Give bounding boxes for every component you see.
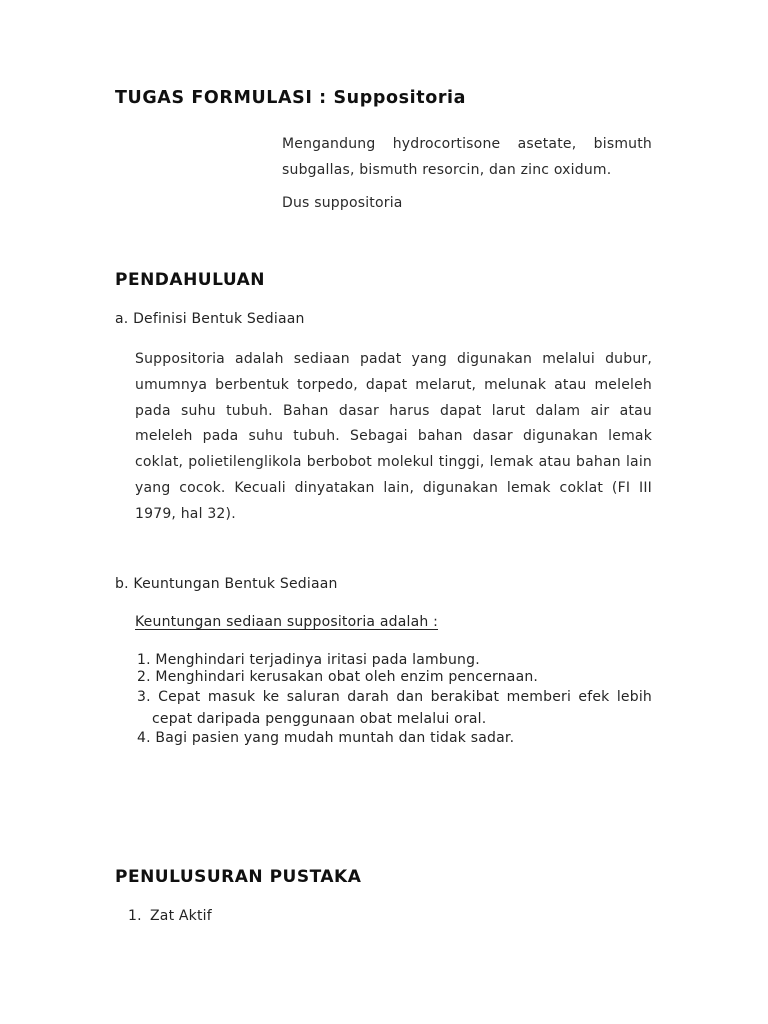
advantage-item-3	[137, 686, 652, 730]
section-heading-penulusuran: PENULUSURAN PUSTAKA	[115, 866, 362, 887]
list-text: Menghindari kerusakan obat oleh enzim pencernaan.	[155, 668, 539, 685]
advantages-list	[137, 652, 652, 747]
list-number: 3.	[137, 688, 151, 705]
list-number: 1.	[128, 907, 142, 924]
subsection-label-keuntungan: b. Keuntungan Bentuk Sediaan	[115, 575, 338, 592]
advantage-item-4	[137, 730, 652, 747]
section-heading-pendahuluan: PENDAHULUAN	[115, 270, 265, 290]
list-text: Cepat masuk ke saluran darah dan berakibat memberi efek lebih cepat daripada penggunaan obat melalui oral.	[152, 688, 652, 727]
pustaka-item-zat-aktif	[128, 908, 652, 925]
list-text: Zat Aktif	[150, 907, 212, 924]
advantages-intro-underlined: Keuntungan sediaan suppositoria adalah :	[135, 613, 439, 630]
drug-composition-text: Mengandung hydrocortisone asetate, bismuth subgallas, bismuth resorcin, dan zinc oxidum.	[282, 136, 652, 178]
advantage-item-1	[137, 652, 652, 669]
advantage-item-2	[137, 669, 652, 686]
list-number: 1.	[137, 651, 151, 668]
document-title: TUGAS FORMULASI : Suppositoria	[115, 88, 467, 108]
list-text: Menghindari terjadinya iritasi pada lambung.	[155, 651, 480, 668]
subsection-label-definisi: a. Definisi Bentuk Sediaan	[115, 311, 305, 327]
header-indent-block	[282, 131, 652, 213]
list-number: 4.	[137, 729, 151, 746]
list-text: Bagi pasien yang mudah muntah dan tidak sadar.	[155, 729, 515, 746]
list-number: 2.	[137, 668, 151, 685]
definition-paragraph: Suppositoria adalah sediaan padat yang digunakan melalui dubur, umumnya berbentuk torpedo, dapat melarut, melunak atau meleleh pada suhu tubuh. Bahan dasar harus dapat larut dalam air atau meleleh pada suhu tubuh. Sebagai bahan dasar digunakan lemak coklat, polietilenglikola berbobot molekul tinggi, lemak atau bahan lain yang cocok. Kecuali dinyatakan lain, digunakan lemak coklat (FI III 1979, hal 32).	[135, 351, 652, 522]
packaging-text: Dus suppositoria	[282, 195, 403, 211]
